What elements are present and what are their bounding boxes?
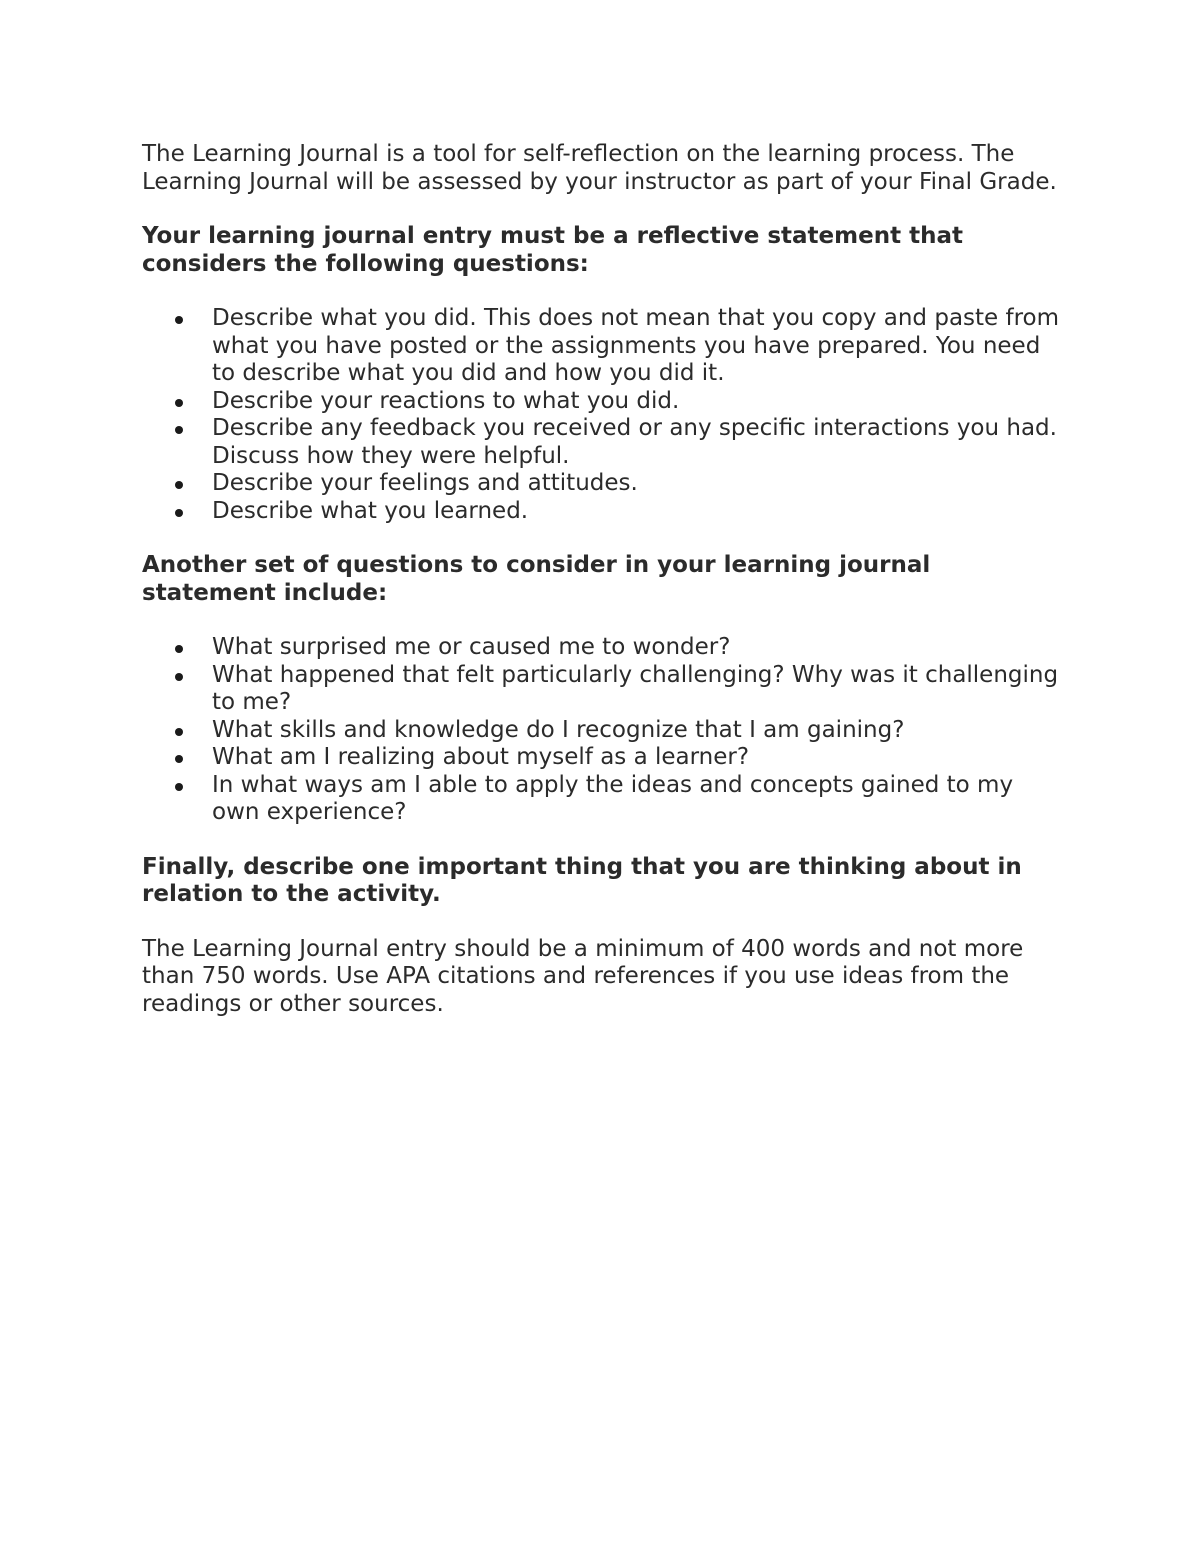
bullet-icon <box>175 728 183 736</box>
list-item <box>142 744 1062 772</box>
bullet-icon <box>175 645 183 653</box>
list-item-text: What surprised me or caused me to wonder? <box>212 634 731 660</box>
reflective-questions-list <box>142 305 1062 525</box>
list-item-text: What happened that felt particularly challenging? Why was it challenging to me? <box>212 661 1059 715</box>
list-item <box>142 634 1062 662</box>
intro-paragraph: The Learning Journal is a tool for self-reflection on the learning process. The Learning Journal will be assessed by your instructor as part of your Final Grade. <box>142 141 1057 195</box>
bullet-icon <box>175 399 183 407</box>
list-item-text: Describe what you learned. <box>212 497 529 524</box>
section-heading-final-reflection: Finally, describe one important thing that you are thinking about in relation to the activity. <box>142 853 1022 907</box>
list-item-text: What am I realizing about myself as a learner? <box>212 744 750 770</box>
additional-questions-list <box>142 634 1062 827</box>
bullet-icon <box>175 481 183 489</box>
list-item <box>142 772 1062 827</box>
list-item <box>142 717 1062 745</box>
list-item-text: What skills and knowledge do I recognize that I am gaining? <box>212 716 905 743</box>
list-item <box>142 415 1062 470</box>
bullet-icon <box>175 755 183 763</box>
list-item <box>142 388 1062 416</box>
section-heading-additional-questions: Another set of questions to consider in your learning journal statement include: <box>142 552 931 606</box>
bullet-icon <box>175 316 183 324</box>
document-page <box>142 141 1062 1045</box>
list-item-text: Describe your feelings and attitudes. <box>212 470 638 496</box>
list-item <box>142 305 1062 388</box>
list-item-text: Describe what you did. This does not mean that you copy and paste from what you have posted or the assignments you have prepared. You need to describe what you did and how you did it. <box>212 305 1060 386</box>
list-item <box>142 662 1062 717</box>
bullet-icon <box>175 509 183 517</box>
list-item <box>142 470 1062 498</box>
list-item-text: In what ways am I able to apply the ideas and concepts gained to my own experience? <box>212 771 1014 825</box>
list-item <box>142 498 1062 526</box>
section-heading-reflective-questions: Your learning journal entry must be a reflective statement that considers the following questions: <box>142 223 963 277</box>
bullet-icon <box>175 783 183 791</box>
bullet-icon <box>175 673 183 681</box>
list-item-text: Describe your reactions to what you did. <box>212 387 680 414</box>
closing-paragraph: The Learning Journal entry should be a minimum of 400 words and not more than 750 words. Use APA citations and references if you use ideas from the readings or other sources. <box>142 935 1024 1017</box>
list-item-text: Describe any feedback you received or any specific interactions you had. Discuss how they were helpful. <box>212 415 1057 469</box>
bullet-icon <box>175 426 183 434</box>
